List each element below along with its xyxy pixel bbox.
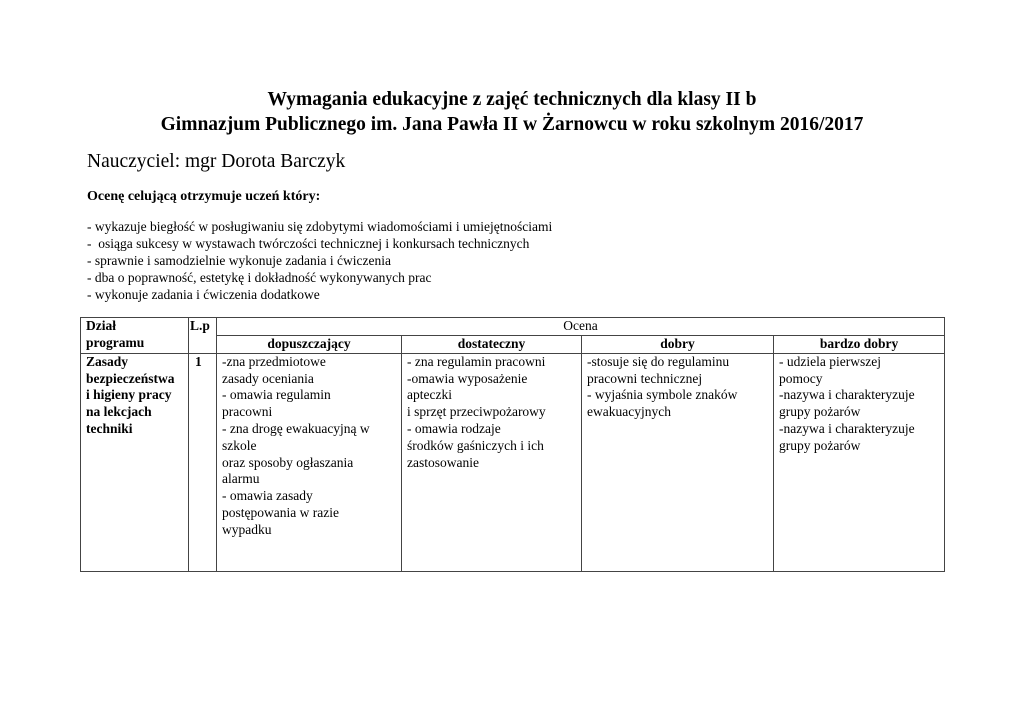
cell-text-line: -nazywa i charakteryzuje (779, 387, 915, 403)
cell-text-line: techniki (86, 420, 133, 436)
document-title-line1: Wymagania edukacyjne z zajęć technicznych dla klasy II b (267, 89, 757, 110)
cell-text-line: - omawia regulamin (222, 387, 331, 403)
cell-text-line: - zna regulamin pracowni (407, 353, 546, 369)
table-row (81, 353, 945, 571)
cell-text-line: szkole (222, 437, 257, 453)
cell-text-line: grupy pożarów (779, 404, 861, 420)
cell-text-line: - omawia rodzaje (407, 420, 501, 436)
cell-text-line: ewakuacyjnych (587, 404, 671, 420)
list-item: - osiąga sukcesy w wystawach twórczości technicznej i konkursach technicznych (87, 236, 530, 251)
table-header-row (81, 318, 945, 336)
cell-text-line: - zna drogę ewakuacyjną w (222, 420, 370, 436)
header-ocena: Ocena (217, 318, 945, 336)
cell-text-line: pomocy (779, 370, 823, 386)
list-item: - sprawnie i samodzielnie wykonuje zadania i ćwiczenia (87, 253, 392, 268)
header-grade-dostateczny: dostateczny (402, 336, 582, 354)
requirements-table (80, 317, 945, 572)
teacher-name: Nauczyciel: mgr Dorota Barczyk (87, 151, 346, 172)
cell-text-line: apteczki (407, 387, 452, 403)
cell-text-line: - wyjaśnia symbole znaków (587, 387, 738, 403)
section-name-cell (81, 353, 189, 571)
cell-text-line: i sprzęt przeciwpożarowy (407, 404, 546, 420)
document-title-line2: Gimnazjum Publicznego im. Jana Pawła II w Żarnowcu w roku szkolnym 2016/2017 (160, 114, 864, 135)
cell-text-line: - udziela pierwszej (779, 353, 881, 369)
dobry-cell (582, 353, 774, 571)
cell-text-line: -zna przedmiotowe (222, 353, 326, 369)
cell-text-line: wypadku (222, 521, 272, 537)
cell-text-line: -nazywa i charakteryzuje (779, 420, 915, 436)
header-lp: L.p (189, 318, 217, 354)
cell-text-line: pracowni (222, 404, 273, 420)
dopuszczajacy-cell (217, 353, 402, 571)
cell-text-line: -omawia wyposażenie (407, 370, 528, 386)
cell-text-line: zasady oceniania (222, 370, 314, 386)
list-item: - dba o poprawność, estetykę i dokładność wykonywanych prac (87, 270, 432, 285)
header-dzial-programu: Dział programu (81, 318, 189, 354)
bardzo-dobry-cell (774, 353, 945, 571)
list-item: - wykonuje zadania i ćwiczenia dodatkowe (87, 287, 320, 302)
cell-text-line: grupy pożarów (779, 437, 861, 453)
header-grade-bardzo-dobry: bardzo dobry (774, 336, 945, 354)
cell-text-line: - omawia zasady (222, 488, 313, 504)
dostateczny-cell (402, 353, 582, 571)
list-item: - wykazuje biegłość w posługiwaniu się zdobytymi wiadomościami i umiejętnościami (87, 219, 553, 234)
lp-cell: 1 (189, 353, 217, 571)
cell-text-line: środków gaśniczych i ich (407, 437, 544, 453)
cell-text-line: pracowni technicznej (587, 370, 703, 386)
cell-text-line: oraz sposoby ogłaszania (222, 454, 354, 470)
header-grade-dopuszczajacy: dopuszczający (217, 336, 402, 354)
cell-text-line: na lekcjach (86, 404, 152, 420)
cell-text-line: postępowania w razie (222, 504, 339, 520)
cell-text-line: bezpieczeństwa (86, 370, 175, 386)
cell-text-line: i higieny pracy (86, 387, 172, 403)
cell-text-line: -stosuje się do regulaminu (587, 353, 730, 369)
celujaca-requirements-list (87, 218, 552, 303)
celujaca-heading: Ocenę celującą otrzymuje uczeń który: (87, 189, 321, 204)
cell-text-line: zastosowanie (407, 454, 479, 470)
header-grade-dobry: dobry (582, 336, 774, 354)
cell-text-line: alarmu (222, 471, 260, 487)
cell-text-line: Zasady (86, 353, 129, 369)
